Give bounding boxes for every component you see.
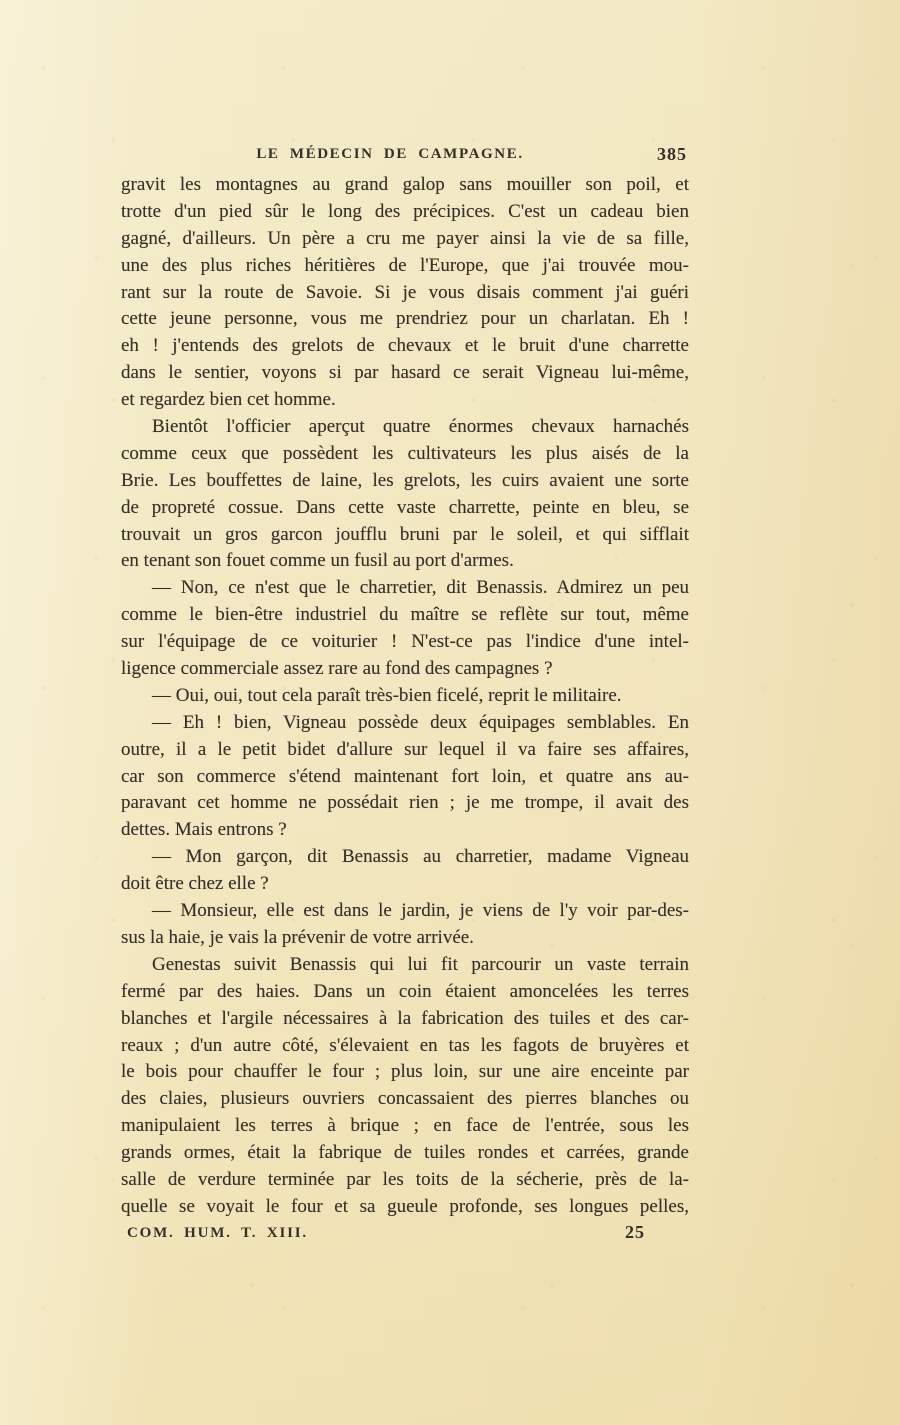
text-line: de propreté cossue. Dans cette vaste charrette, peinte en bleu, se (121, 496, 689, 518)
text-line: grands ormes, était la fabrique de tuiles rondes et carrées, grande (121, 1142, 689, 1164)
text-line: et regardez bien cet homme. (121, 389, 336, 411)
text-line: paravant cet homme ne possédait rien ; je me trompe, il avait des (121, 792, 689, 814)
text-line: cette jeune personne, vous me prendriez pour un charlatan. Eh ! (121, 308, 689, 330)
text-line: doit être chez elle ? (121, 873, 269, 895)
text-line: une des plus riches héritières de l'Europe, que j'ai trouvée mou- (121, 254, 689, 276)
text-line: — Non, ce n'est que le charretier, dit Benassis. Admirez un peu (152, 577, 689, 599)
text-line: car son commerce s'étend maintenant fort loin, et quatre ans au- (121, 765, 689, 787)
text-line: sur l'équipage de ce voiturier ! N'est-ce pas l'indice d'une intel- (121, 631, 689, 653)
text-line: manipulaient les terres à brique ; en face de l'entrée, sous les (121, 1115, 689, 1137)
sheet-number: 25 (625, 1221, 645, 1242)
text-line: reaux ; d'un autre côté, s'élevaient en tas les fagots de bruyères et (121, 1034, 689, 1056)
text-line: des claies, plusieurs ouvriers concassaient des pierres blanches ou (121, 1088, 689, 1110)
text-line: outre, il a le petit bidet d'allure sur lequel il va faire ses affaires, (121, 738, 689, 760)
text-line: salle de verdure terminée par les toits de la sécherie, près de la- (121, 1168, 689, 1190)
text-line: rant sur la route de Savoie. Si je vous disais comment j'ai guéri (121, 281, 689, 303)
text-line: trotte d'un pied sûr le long des précipices. C'est un cadeau bien (121, 200, 689, 222)
text-line: dettes. Mais entrons ? (121, 819, 287, 841)
text-line: — Oui, oui, tout cela paraît très-bien ficelé, reprit le militaire. (152, 684, 622, 706)
text-line: en tenant son fouet comme un fusil au port d'armes. (121, 550, 514, 572)
text-line: comme ceux que possèdent les cultivateurs les plus aisés de la (121, 442, 689, 464)
page-title: LE MÉDECIN DE CAMPAGNE. (256, 146, 524, 162)
text-line: — Mon garçon, dit Benassis au charretier, madame Vigneau (152, 846, 689, 868)
text-line: dans le sentier, voyons si par hasard ce serait Vigneau lui-même, (121, 362, 689, 384)
text-line: — Monsieur, elle est dans le jardin, je viens de l'y voir par-des- (152, 900, 689, 922)
page-body (121, 172, 689, 1221)
text-block (121, 144, 689, 1249)
text-line: trouvait un gros garcon joufflu bruni par le soleil, et qui sifflait (121, 523, 689, 545)
text-line: Genestas suivit Benassis qui lui fit parcourir un vaste terrain (152, 953, 689, 975)
page-number: 385 (657, 144, 687, 164)
text-line: comme le bien-être industriel du maître se reflète sur tout, même (121, 604, 689, 626)
page-footer (121, 1222, 689, 1249)
text-line: fermé par des haies. Dans un coin étaient amoncelées les terres (121, 980, 689, 1002)
text-line: gagné, d'ailleurs. Un père a cru me payer ainsi la vie de sa fille, (121, 227, 689, 249)
text-line: le bois pour chauffer le four ; plus loin, sur une aire enceinte par (121, 1061, 689, 1083)
text-line: gravit les montagnes au grand galop sans mouiller son poil, et (121, 174, 689, 195)
text-line: ligence commerciale assez rare au fond des campagnes ? (121, 658, 553, 680)
text-line: Bientôt l'officier aperçut quatre énormes chevaux harnachés (152, 416, 689, 438)
running-head (121, 144, 689, 169)
text-line: — Eh ! bien, Vigneau possède deux équipages semblables. En (152, 711, 689, 733)
volume-signature: COM. HUM. T. XIII. (127, 1224, 308, 1241)
text-line: Brie. Les bouffettes de laine, les grelots, les cuirs avaient une sorte (121, 469, 689, 491)
text-line: blanches et l'argile nécessaires à la fabrication des tuiles et des car- (121, 1007, 689, 1029)
text-line: quelle se voyait le four et sa gueule profonde, ses longues pelles, (121, 1195, 689, 1217)
text-line: sus la haie, je vais la prévenir de votre arrivée. (121, 926, 474, 948)
text-line: eh ! j'entends des grelots de chevaux et le bruit d'une charrette (121, 335, 689, 357)
